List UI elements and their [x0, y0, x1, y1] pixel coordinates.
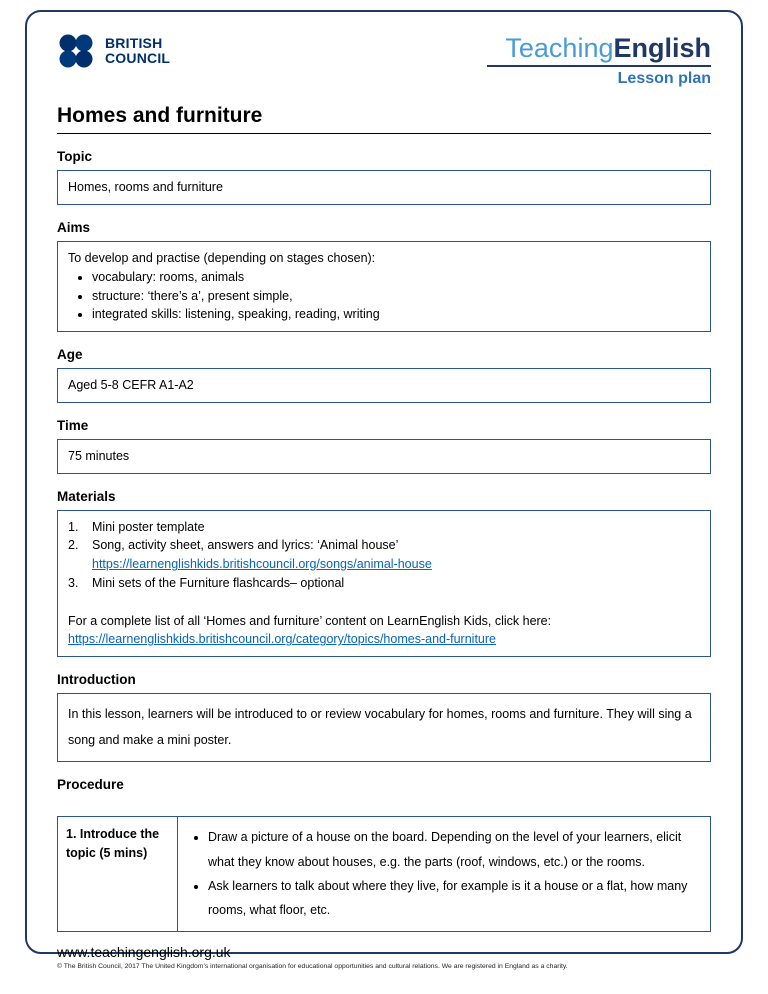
materials-box: [57, 510, 711, 658]
aims-heading: Aims: [57, 220, 91, 236]
procedure-steps-list: [194, 825, 698, 923]
aims-item: • vocabulary: rooms, animals: [92, 268, 700, 287]
page-title: Homes and furniture: [57, 104, 263, 128]
british-council-dots-icon: [57, 34, 97, 68]
section-topic: [57, 134, 711, 205]
page-footer: [57, 932, 711, 970]
footer-copyright: © The British Council, 2017 The United Kingdom’s international organisation for educational opportunities and cultural relations. We are registered in England as a charity.: [57, 962, 568, 970]
aims-list: [78, 268, 700, 324]
british-council-wordmark: [105, 36, 170, 65]
lesson-plan-page: [25, 10, 743, 970]
age-box: [57, 368, 711, 403]
british-council-line1: BRITISH: [105, 35, 163, 52]
procedure-heading: Procedure: [57, 777, 124, 793]
topic-heading: Topic: [57, 149, 92, 165]
materials-item-text: Song, activity sheet, answers and lyrics: ‘Animal house’ https://learnenglishkids.britishcouncil.org/songs/animal-house: [92, 538, 432, 572]
homes-and-furniture-topic-link[interactable]: https://learnenglishkids.britishcouncil.org/category/topics/homes-and-furniture: [68, 632, 496, 647]
footer-url: www.teachingenglish.org.uk: [57, 943, 231, 960]
time-text: 75 minutes: [68, 448, 130, 463]
procedure-step: • Ask learners to talk about where they live, for example is it a house or a flat, how many rooms, what floor, etc.: [208, 874, 698, 923]
procedure-row: [58, 817, 711, 932]
time-box: [57, 439, 711, 474]
introduction-text: In this lesson, learners will be introduced to or review vocabulary for homes, rooms and furniture. They will sing a song and make a mini poster.: [68, 707, 692, 747]
procedure-table: [57, 816, 711, 932]
introduction-box: [57, 693, 711, 762]
section-age: [57, 332, 711, 403]
introduction-heading: Introduction: [57, 672, 136, 688]
header: [57, 34, 711, 88]
materials-list: [68, 518, 700, 593]
age-text: Aged 5-8 CEFR A1-A2: [68, 378, 194, 393]
section-materials: [57, 474, 711, 658]
materials-item: [68, 536, 700, 574]
lesson-plan-label: Lesson plan: [617, 70, 711, 88]
teaching-english-wordmark: [487, 34, 711, 62]
procedure-steps-cell: [178, 817, 711, 932]
section-introduction: [57, 657, 711, 762]
procedure-step: • Draw a picture of a house on the board. Depending on the level of your learners, elicit what they know about houses, e.g. the parts (roof, windows, etc.) or the rooms.: [208, 825, 698, 874]
aims-item: • structure: ‘there’s a’, present simple,: [92, 287, 700, 306]
time-heading: Time: [57, 417, 89, 433]
materials-item-number: 3.: [68, 575, 79, 590]
section-aims: [57, 205, 711, 332]
aims-item: • integrated skills: listening, speaking, reading, writing: [92, 305, 700, 324]
age-heading: Age: [57, 347, 83, 363]
english-wordmark-part: English: [613, 33, 711, 63]
procedure-stage-cell: 1. Introduce the topic (5 mins): [58, 817, 178, 932]
materials-item: [68, 574, 700, 593]
brand-divider-rule: [487, 65, 711, 67]
topic-box: [57, 170, 711, 205]
teaching-wordmark-part: Teaching: [505, 33, 614, 63]
materials-item-number: 1.: [68, 519, 79, 534]
animal-house-song-link[interactable]: https://learnenglishkids.britishcouncil.org/songs/animal-house: [92, 557, 432, 572]
british-council-logo: [57, 34, 170, 68]
section-time: [57, 403, 711, 474]
materials-item-number: 2.: [68, 538, 79, 553]
topic-text: Homes, rooms and furniture: [68, 180, 223, 195]
teaching-english-brand: [487, 34, 711, 88]
materials-note: For a complete list of all ‘Homes and furniture’ content on LearnEnglish Kids, click here:: [68, 613, 552, 628]
materials-item-text: Mini poster template: [92, 519, 205, 534]
aims-intro: To develop and practise (depending on stages chosen):: [68, 251, 376, 266]
materials-item-text: Mini sets of the Furniture flashcards– optional: [92, 575, 345, 590]
section-procedure: [57, 762, 711, 932]
materials-heading: Materials: [57, 488, 116, 504]
aims-box: [57, 241, 711, 332]
materials-item: [68, 518, 700, 537]
british-council-line2: COUNCIL: [105, 50, 171, 66]
